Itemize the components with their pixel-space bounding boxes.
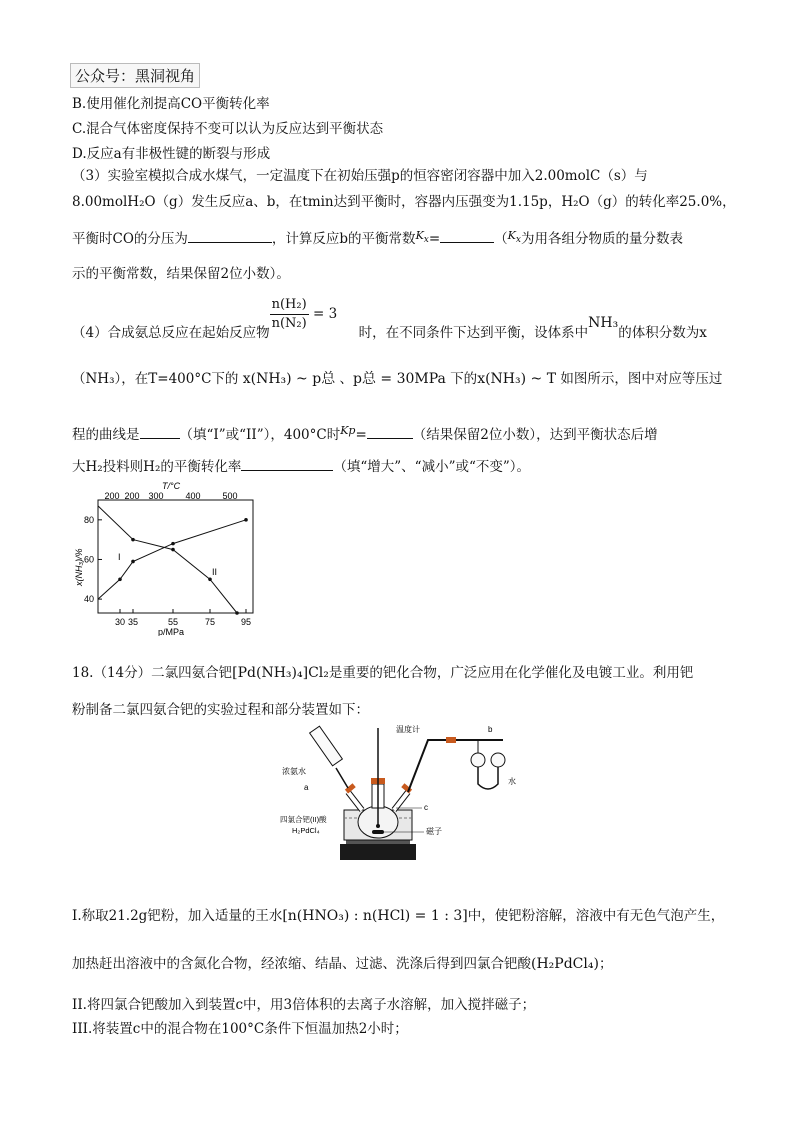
- acid-label-1: 四氯合钯(II)酸: [280, 815, 327, 824]
- part4-text-a: （4）合成氨总反应在起始反应物: [72, 325, 270, 341]
- part4-line4: [72, 458, 530, 476]
- x-tick-label: 55: [167, 617, 179, 627]
- apparatus-diagram: [278, 722, 528, 867]
- acid-label-2: H₂PdCl₄: [292, 826, 320, 835]
- aqua-regia-ratio: [n(HNO₃) : n(HCl) = 1 : 3]: [282, 908, 468, 924]
- option-b: B.使用催化剂提高CO平衡转化率: [72, 96, 270, 112]
- part4-text-d: （NH₃），在T=400°C下的: [72, 371, 239, 387]
- option-d: D.反应a有非极性键的断裂与形成: [72, 146, 271, 162]
- y-tick-label: 60: [83, 554, 94, 565]
- part4-text-f: 如图所示，图中对应等压过: [560, 371, 723, 387]
- label-a: a: [304, 783, 309, 792]
- part3-text-c: （: [494, 231, 508, 247]
- gas-tube: [408, 740, 466, 792]
- y-tick-label: 80: [83, 514, 94, 525]
- u-tube-trap: [466, 740, 505, 789]
- part4-text-k: （填“增大”、“减小”或“不变”）。: [333, 459, 531, 475]
- acid-formula: (H₂PdCl₄): [531, 956, 599, 972]
- stir-bar-label: 磁子: [426, 827, 442, 836]
- expr-x-vs-t: x(NH₃) ~ T: [477, 371, 557, 387]
- fraction-numerator: n(H₂): [270, 296, 309, 315]
- q18-text-b: 是重要的钯化合物，广泛应用在化学催化及电镀工业。利用钯: [328, 665, 694, 681]
- part3-text-a: 平衡时CO的分压为: [72, 231, 188, 247]
- data-point-II: [131, 538, 135, 542]
- part4-line1: [72, 296, 707, 342]
- data-point-I: [118, 577, 122, 581]
- ratio-fraction: [270, 296, 309, 333]
- top-tick-label: 400: [185, 491, 201, 501]
- y-axis-label: x(NH₃)/%: [74, 548, 84, 586]
- part4-text-b: 时，在不同条件下达到平衡，设体系中: [358, 325, 589, 341]
- part4-line2: [72, 370, 722, 388]
- answer-blank-co-pressure[interactable]: [188, 242, 272, 243]
- source-header: 公众号：黑洞视角: [70, 63, 200, 88]
- kx-symbol-2: Kx: [507, 229, 521, 246]
- series-label-I: I: [118, 552, 121, 562]
- nh3-chart: [70, 478, 260, 636]
- step1-text-a: I.称取21.2g钯粉，加入适量的王水: [72, 908, 283, 924]
- step3-line: III.将装置c中的混合物在100°C条件下恒温加热2小时；: [72, 1021, 408, 1037]
- y-tick-label: 40: [83, 594, 94, 605]
- top-axis-label: T/°C: [162, 481, 181, 491]
- nh3-formula: NH₃: [588, 315, 619, 331]
- fraction-denominator: n(N₂): [271, 316, 307, 331]
- part4-eq: =: [355, 427, 367, 443]
- part4-line3: [72, 422, 658, 444]
- step1-line2: [72, 955, 612, 973]
- thermometer-label: 温度计: [396, 725, 420, 734]
- series-label-II: II: [212, 567, 218, 577]
- data-point-I: [171, 542, 175, 546]
- step1-text-b: 中，使钯粉溶解，溶液中有无色气泡产生，: [467, 908, 725, 924]
- step1-text-c: 加热赶出溶液中的含氮化合物，经浓缩、结晶、过滤、洗涤后得到四氯合钯酸: [72, 956, 531, 972]
- part4-text-i: （结果保留2位小数），达到平衡状态后增: [412, 427, 658, 443]
- part4-text-h: （填“I”或“II”），400°C时: [179, 427, 341, 443]
- stir-bar: [372, 830, 384, 834]
- data-point-II: [171, 548, 175, 552]
- dropping-funnel: [310, 726, 348, 788]
- x-tick-label: 30: [114, 617, 126, 627]
- kp-symbol: Kp: [340, 424, 356, 437]
- part4-text-c: 的体积分数为x: [618, 325, 707, 341]
- data-point-II: [235, 611, 239, 615]
- top-tick-label: 500: [222, 491, 238, 501]
- step1-end: ；: [598, 956, 613, 972]
- step2-line: II.将四氯合钯酸加入到装置c中，用3倍体积的去离子水溶解，加入搅拌磁子；: [72, 997, 536, 1013]
- part4-text-j: 大H₂投料则H₂的平衡转化率: [72, 459, 242, 475]
- data-point-II: [208, 577, 212, 581]
- data-point-I: [131, 560, 135, 564]
- x-tick-label: 35: [127, 617, 139, 627]
- part3-line2: 8.00molH₂O（g）发生反应a、b，在tmin达到平衡时，容器内压强变为1.15p，H₂O（g）的转化率25.0%，: [72, 194, 736, 210]
- plot-frame: [98, 500, 253, 613]
- step1-line1: [72, 907, 724, 925]
- x-tick-label: 75: [204, 617, 216, 627]
- answer-blank-kp[interactable]: [367, 438, 413, 439]
- answer-blank-conversion[interactable]: [241, 470, 333, 471]
- q18-line1: [72, 664, 693, 682]
- kx-symbol: Kx: [415, 229, 429, 246]
- data-point-I: [244, 518, 248, 522]
- x-axis-label: p/MPa: [158, 627, 185, 636]
- answer-blank-curve[interactable]: [140, 438, 180, 439]
- part3-text-d: 为用各组分物质的量分数表: [520, 231, 683, 247]
- ratio-value: = 3: [313, 306, 338, 322]
- expr-x-vs-p: x(NH₃) ~ p总: [242, 371, 336, 387]
- stirrer-base: [340, 844, 416, 860]
- part4-sep: 、: [339, 371, 353, 387]
- part4-text-g: 程的曲线是: [72, 427, 140, 443]
- label-c: c: [424, 803, 428, 812]
- top-tick-label: 200: [104, 491, 120, 501]
- water-label: 水: [508, 777, 516, 786]
- q18-line2: 粉制备二氯四氨合钯的实验过程和部分装置如下：: [72, 702, 369, 718]
- x-tick-label: 95: [240, 617, 252, 627]
- option-c: C.混合气体密度保持不变可以认为反应达到平衡状态: [72, 121, 384, 137]
- answer-blank-kx[interactable]: [440, 242, 494, 243]
- part4-text-e: 下的: [450, 371, 478, 387]
- part3-line4: 示的平衡常数，结果保留2位小数）。: [72, 266, 290, 282]
- expr-p-total: p总 = 30MPa: [353, 371, 446, 387]
- part3-line3: 平衡时CO的分压为 ，计算反应b的平衡常数$^{K_x}$= （$^{K_x}$为用各组分物质的量分数表: [72, 229, 683, 247]
- top-tick-label: 200: [124, 491, 140, 501]
- label-b: b: [488, 725, 493, 734]
- top-tick-label: 300: [148, 491, 164, 501]
- part3-line1: （3）实验室模拟合成水煤气，一定温度下在初始压强p的恒容密闭容器中加入2.00molC（s）与: [72, 168, 648, 184]
- q18-text-a: 18.（14分）二氯四氨合钯: [72, 665, 233, 681]
- ammonia-label: 浓氨水: [282, 767, 306, 776]
- part3-text-b: ，计算反应b的平衡常数: [271, 231, 416, 247]
- complex-formula: [Pd(NH₃)₄]Cl₂: [232, 665, 329, 681]
